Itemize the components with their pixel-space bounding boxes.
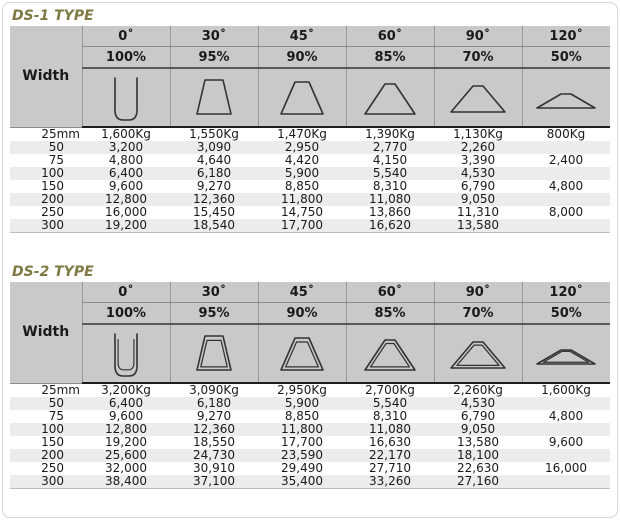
ds2-efficiency-header: 95% — [170, 303, 258, 325]
capacity-cell: 12,360 — [170, 423, 258, 436]
capacity-cell: 1,600Kg — [82, 127, 170, 141]
capacity-cell: 1,130Kg — [434, 127, 522, 141]
ds1-angle-header: 60˚ — [346, 26, 434, 47]
capacity-cell: 3,090 — [170, 141, 258, 154]
ds1-table — [10, 26, 610, 233]
ds2-angle-header: 30˚ — [170, 282, 258, 303]
capacity-cell: 5,900 — [258, 167, 346, 180]
capacity-cell: 33,260 — [346, 475, 434, 489]
capacity-cell: 24,730 — [170, 449, 258, 462]
capacity-cell: 32,000 — [82, 462, 170, 475]
capacity-cell: 9,600 — [82, 180, 170, 193]
width-cell: 300 — [10, 219, 82, 233]
capacity-cell: 5,900 — [258, 397, 346, 410]
capacity-cell: 30,910 — [170, 462, 258, 475]
capacity-cell: 2,950 — [258, 141, 346, 154]
capacity-cell: 22,630 — [434, 462, 522, 475]
capacity-cell: 16,620 — [346, 219, 434, 233]
ds1-efficiency-header: 100% — [82, 47, 170, 69]
ds1-title: DS-1 TYPE — [12, 8, 94, 24]
ds2-angle-header: 45˚ — [258, 282, 346, 303]
width-cell: 200 — [10, 449, 82, 462]
capacity-cell: 2,700Kg — [346, 383, 434, 397]
capacity-cell: 6,180 — [170, 167, 258, 180]
capacity-cell: 3,390 — [434, 154, 522, 167]
capacity-cell: 27,160 — [434, 475, 522, 489]
capacity-cell: 17,700 — [258, 436, 346, 449]
capacity-cell: 19,200 — [82, 436, 170, 449]
capacity-cell: 11,800 — [258, 423, 346, 436]
capacity-cell: 13,860 — [346, 206, 434, 219]
capacity-cell: 3,090Kg — [170, 383, 258, 397]
capacity-cell: 29,490 — [258, 462, 346, 475]
ds1-efficiency-header: 70% — [434, 47, 522, 69]
triangle-sling-30-icon — [179, 72, 249, 124]
capacity-cell: 12,360 — [170, 193, 258, 206]
capacity-cell: 4,800 — [82, 154, 170, 167]
ds1-angle-header: 30˚ — [170, 26, 258, 47]
capacity-cell: 9,600 — [522, 436, 610, 449]
capacity-cell: 18,100 — [434, 449, 522, 462]
capacity-cell: 2,260 — [434, 141, 522, 154]
width-cell: 50 — [10, 141, 82, 154]
ds2-efficiency-header: 90% — [258, 303, 346, 325]
capacity-cell: 4,150 — [346, 154, 434, 167]
ds2-efficiency-header: 50% — [522, 303, 610, 325]
capacity-cell: 15,450 — [170, 206, 258, 219]
capacity-cell: 38,400 — [82, 475, 170, 489]
capacity-cell: 8,310 — [346, 410, 434, 423]
ds1-sling-diagram-cell — [82, 68, 170, 127]
capacity-cell: 16,630 — [346, 436, 434, 449]
width-cell: 25mm — [10, 127, 82, 141]
table-row — [10, 127, 610, 141]
ds2-angle-header: 0˚ — [82, 282, 170, 303]
triangle-sling-120-icon — [531, 72, 601, 124]
capacity-cell: 2,950Kg — [258, 383, 346, 397]
ds1-efficiency-header: 85% — [346, 47, 434, 69]
capacity-cell: 2,400 — [522, 154, 610, 167]
capacity-cell: 18,550 — [170, 436, 258, 449]
u-sling-icon — [91, 72, 161, 124]
ds2-sling-diagram-cell — [434, 324, 522, 383]
width-cell: 250 — [10, 462, 82, 475]
capacity-cell: 9,270 — [170, 180, 258, 193]
width-cell: 300 — [10, 475, 82, 489]
ds1-sling-diagram-cell — [346, 68, 434, 127]
ds1-sling-diagram-cell — [170, 68, 258, 127]
width-cell: 150 — [10, 436, 82, 449]
capacity-cell: 6,790 — [434, 180, 522, 193]
capacity-cell: 5,540 — [346, 397, 434, 410]
width-cell: 75 — [10, 154, 82, 167]
triangle-sling-90-icon — [443, 72, 513, 124]
capacity-cell: 2,770 — [346, 141, 434, 154]
capacity-cell: 5,540 — [346, 167, 434, 180]
capacity-cell: 8,850 — [258, 180, 346, 193]
ds1-angle-header: 90˚ — [434, 26, 522, 47]
capacity-cell: 11,310 — [434, 206, 522, 219]
ds2-table — [10, 282, 610, 489]
capacity-cell: 4,530 — [434, 397, 522, 410]
triangle-sling-45-icon — [267, 72, 337, 124]
capacity-cell: 9,270 — [170, 410, 258, 423]
ds1-angle-header: 45˚ — [258, 26, 346, 47]
capacity-cell: 4,530 — [434, 167, 522, 180]
capacity-cell: 1,600Kg — [522, 383, 610, 397]
triangle-sling-60-icon — [355, 72, 425, 124]
capacity-cell: 3,200 — [82, 141, 170, 154]
capacity-cell: 8,310 — [346, 180, 434, 193]
table-row — [10, 219, 610, 233]
capacity-cell: 12,800 — [82, 423, 170, 436]
ds1-sling-diagram-cell — [258, 68, 346, 127]
capacity-cell: 8,850 — [258, 410, 346, 423]
ds2-width-header: Width — [10, 282, 82, 383]
capacity-cell: 23,590 — [258, 449, 346, 462]
double-sling-60-icon — [355, 328, 425, 380]
ds2-section — [10, 262, 610, 489]
capacity-cell: 800Kg — [522, 127, 610, 141]
ds2-sling-diagram-cell — [170, 324, 258, 383]
capacity-cell — [522, 475, 610, 489]
capacity-cell: 35,400 — [258, 475, 346, 489]
capacity-cell: 12,800 — [82, 193, 170, 206]
capacity-cell: 4,640 — [170, 154, 258, 167]
double-sling-90-icon — [443, 328, 513, 380]
capacity-cell: 16,000 — [82, 206, 170, 219]
ds2-sling-diagram-cell — [346, 324, 434, 383]
width-cell: 200 — [10, 193, 82, 206]
ds1-section — [10, 6, 610, 233]
width-cell: 50 — [10, 397, 82, 410]
capacity-cell: 18,540 — [170, 219, 258, 233]
capacity-cell: 9,050 — [434, 193, 522, 206]
ds2-efficiency-header: 85% — [346, 303, 434, 325]
capacity-cell: 13,580 — [434, 219, 522, 233]
ds2-efficiency-header: 70% — [434, 303, 522, 325]
ds2-angle-header: 120˚ — [522, 282, 610, 303]
ds2-sling-diagram-cell — [258, 324, 346, 383]
ds2-sling-diagram-cell — [82, 324, 170, 383]
capacity-cell: 27,710 — [346, 462, 434, 475]
ds1-angle-header: 120˚ — [522, 26, 610, 47]
table-row — [10, 475, 610, 489]
capacity-cell: 14,750 — [258, 206, 346, 219]
capacity-cell: 4,800 — [522, 180, 610, 193]
ds1-efficiency-header: 50% — [522, 47, 610, 69]
ds1-efficiency-header: 95% — [170, 47, 258, 69]
ds1-width-header: Width — [10, 26, 82, 127]
capacity-cell: 1,470Kg — [258, 127, 346, 141]
capacity-cell: 2,260Kg — [434, 383, 522, 397]
double-sling-120-icon — [531, 328, 601, 380]
capacity-cell: 6,790 — [434, 410, 522, 423]
double-sling-30-icon — [179, 328, 249, 380]
capacity-cell: 4,800 — [522, 410, 610, 423]
capacity-cell: 25,600 — [82, 449, 170, 462]
capacity-cell: 1,390Kg — [346, 127, 434, 141]
capacity-cell: 16,000 — [522, 462, 610, 475]
capacity-cell: 9,050 — [434, 423, 522, 436]
capacity-cell: 6,400 — [82, 397, 170, 410]
ds1-angle-header: 0˚ — [82, 26, 170, 47]
capacity-cell: 11,080 — [346, 423, 434, 436]
capacity-cell: 11,800 — [258, 193, 346, 206]
capacity-cell: 9,600 — [82, 410, 170, 423]
table-row — [10, 383, 610, 397]
ds1-efficiency-header: 90% — [258, 47, 346, 69]
width-cell: 250 — [10, 206, 82, 219]
ds2-efficiency-header: 100% — [82, 303, 170, 325]
width-cell: 150 — [10, 180, 82, 193]
ds2-sling-diagram-cell — [522, 324, 610, 383]
ds1-sling-diagram-cell — [522, 68, 610, 127]
capacity-cell — [522, 219, 610, 233]
capacity-cell: 6,180 — [170, 397, 258, 410]
double-sling-45-icon — [267, 328, 337, 380]
double-u-sling-icon — [91, 328, 161, 380]
width-cell: 75 — [10, 410, 82, 423]
capacity-cell: 6,400 — [82, 167, 170, 180]
width-cell: 100 — [10, 423, 82, 436]
capacity-cell: 17,700 — [258, 219, 346, 233]
capacity-cell: 37,100 — [170, 475, 258, 489]
capacity-cell: 4,420 — [258, 154, 346, 167]
ds2-angle-header: 60˚ — [346, 282, 434, 303]
capacity-cell: 13,580 — [434, 436, 522, 449]
capacity-cell: 1,550Kg — [170, 127, 258, 141]
capacity-cell: 22,170 — [346, 449, 434, 462]
ds1-sling-diagram-cell — [434, 68, 522, 127]
width-cell: 100 — [10, 167, 82, 180]
width-cell: 25mm — [10, 383, 82, 397]
ds2-angle-header: 90˚ — [434, 282, 522, 303]
capacity-cell: 19,200 — [82, 219, 170, 233]
capacity-cell: 3,200Kg — [82, 383, 170, 397]
capacity-cell: 11,080 — [346, 193, 434, 206]
ds2-title: DS-2 TYPE — [12, 264, 94, 280]
capacity-cell: 8,000 — [522, 206, 610, 219]
